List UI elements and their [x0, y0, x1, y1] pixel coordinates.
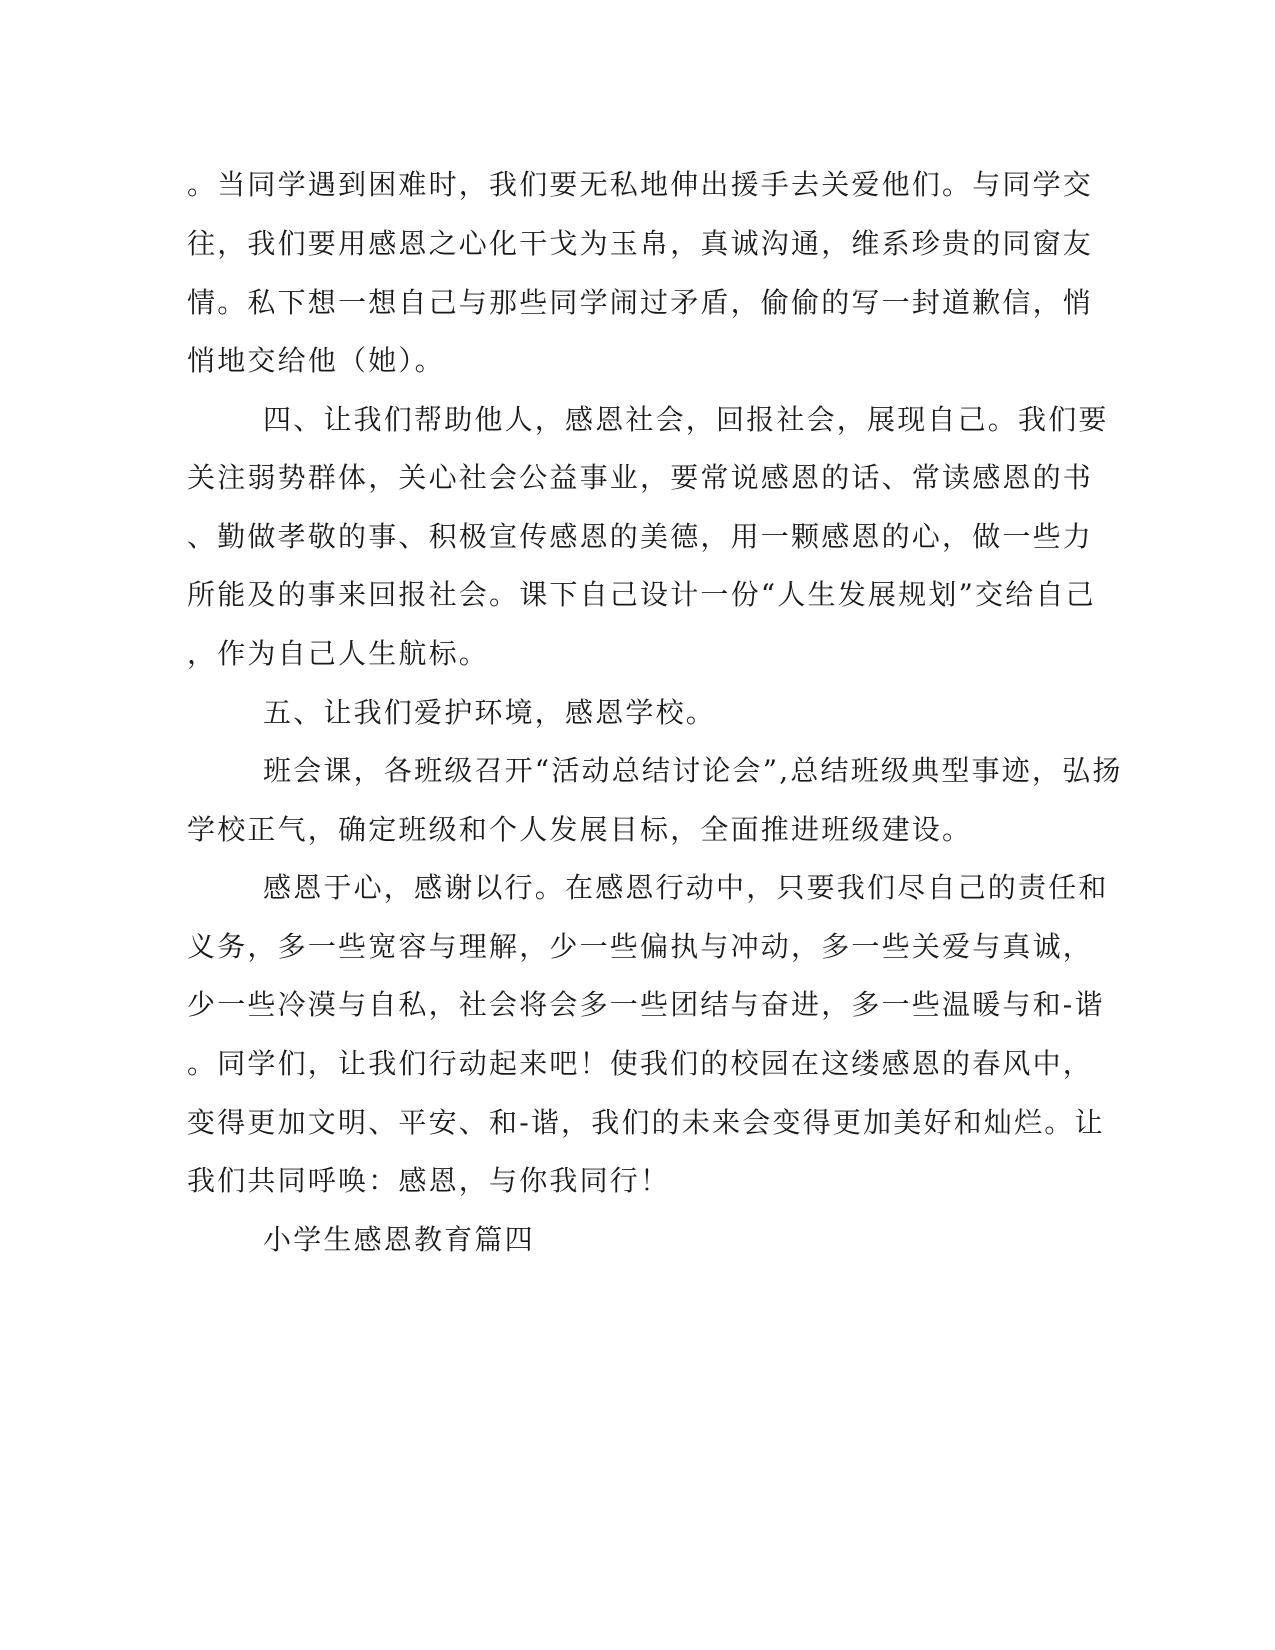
text-line: 悄地交给他（她）。	[187, 344, 445, 377]
text-line: 关注弱势群体，关心社会公益事业，要常说感恩的话、常读感恩的书	[187, 461, 1094, 494]
text-line: 我们共同呼唤：感恩，与你我同行！	[187, 1164, 671, 1197]
text-line: 变得更加文明、平安、和-谐，我们的未来会变得更加美好和灿烂。让	[187, 1106, 1105, 1139]
text-line: 学校正气，确定班级和个人发展目标，全面推进班级建设。	[187, 813, 973, 846]
paragraph-first-line: 四、让我们帮助他人，感恩社会，回报社会，展现自己。我们要	[263, 403, 1109, 436]
paragraph-first-line: 感恩于心，感谢以行。在感恩行动中，只要我们尽自己的责任和	[263, 871, 1109, 904]
paragraph-first-line: 班会课，各班级召开“活动总结讨论会”,总结班级典型事迹，弘扬	[263, 754, 1123, 787]
section-heading: 小学生感恩教育篇四	[263, 1223, 535, 1256]
text-line: 。当同学遇到困难时，我们要无私地伸出援手去关爱他们。与同学交	[187, 168, 1094, 201]
text-line: 往，我们要用感恩之心化干戈为玉帛，真诚沟通，维系珍贵的同窗友	[187, 227, 1094, 260]
text-line: 少一些冷漠与自私，社会将会多一些团结与奋进，多一些温暖与和-谐	[187, 988, 1105, 1021]
text-line: 情。私下想一想自己与那些同学闹过矛盾，偷偷的写一封道歉信，悄	[187, 286, 1094, 319]
text-line: ，作为自己人生航标。	[187, 637, 490, 670]
paragraph-first-line: 五、让我们爱护环境，感恩学校。	[263, 696, 717, 729]
text-line: 。同学们，让我们行动起来吧！使我们的校园在这缕感恩的春风中，	[187, 1047, 1094, 1080]
text-line: 所能及的事来回报社会。课下自己设计一份“人生发展规划”交给自己	[187, 578, 1096, 611]
text-line: 、勤做孝敬的事、积极宣传感恩的美德，用一颗感恩的心，做一些力	[187, 520, 1094, 553]
text-line: 义务，多一些宽容与理解，少一些偏执与冲动，多一些关爱与真诚，	[187, 930, 1094, 963]
